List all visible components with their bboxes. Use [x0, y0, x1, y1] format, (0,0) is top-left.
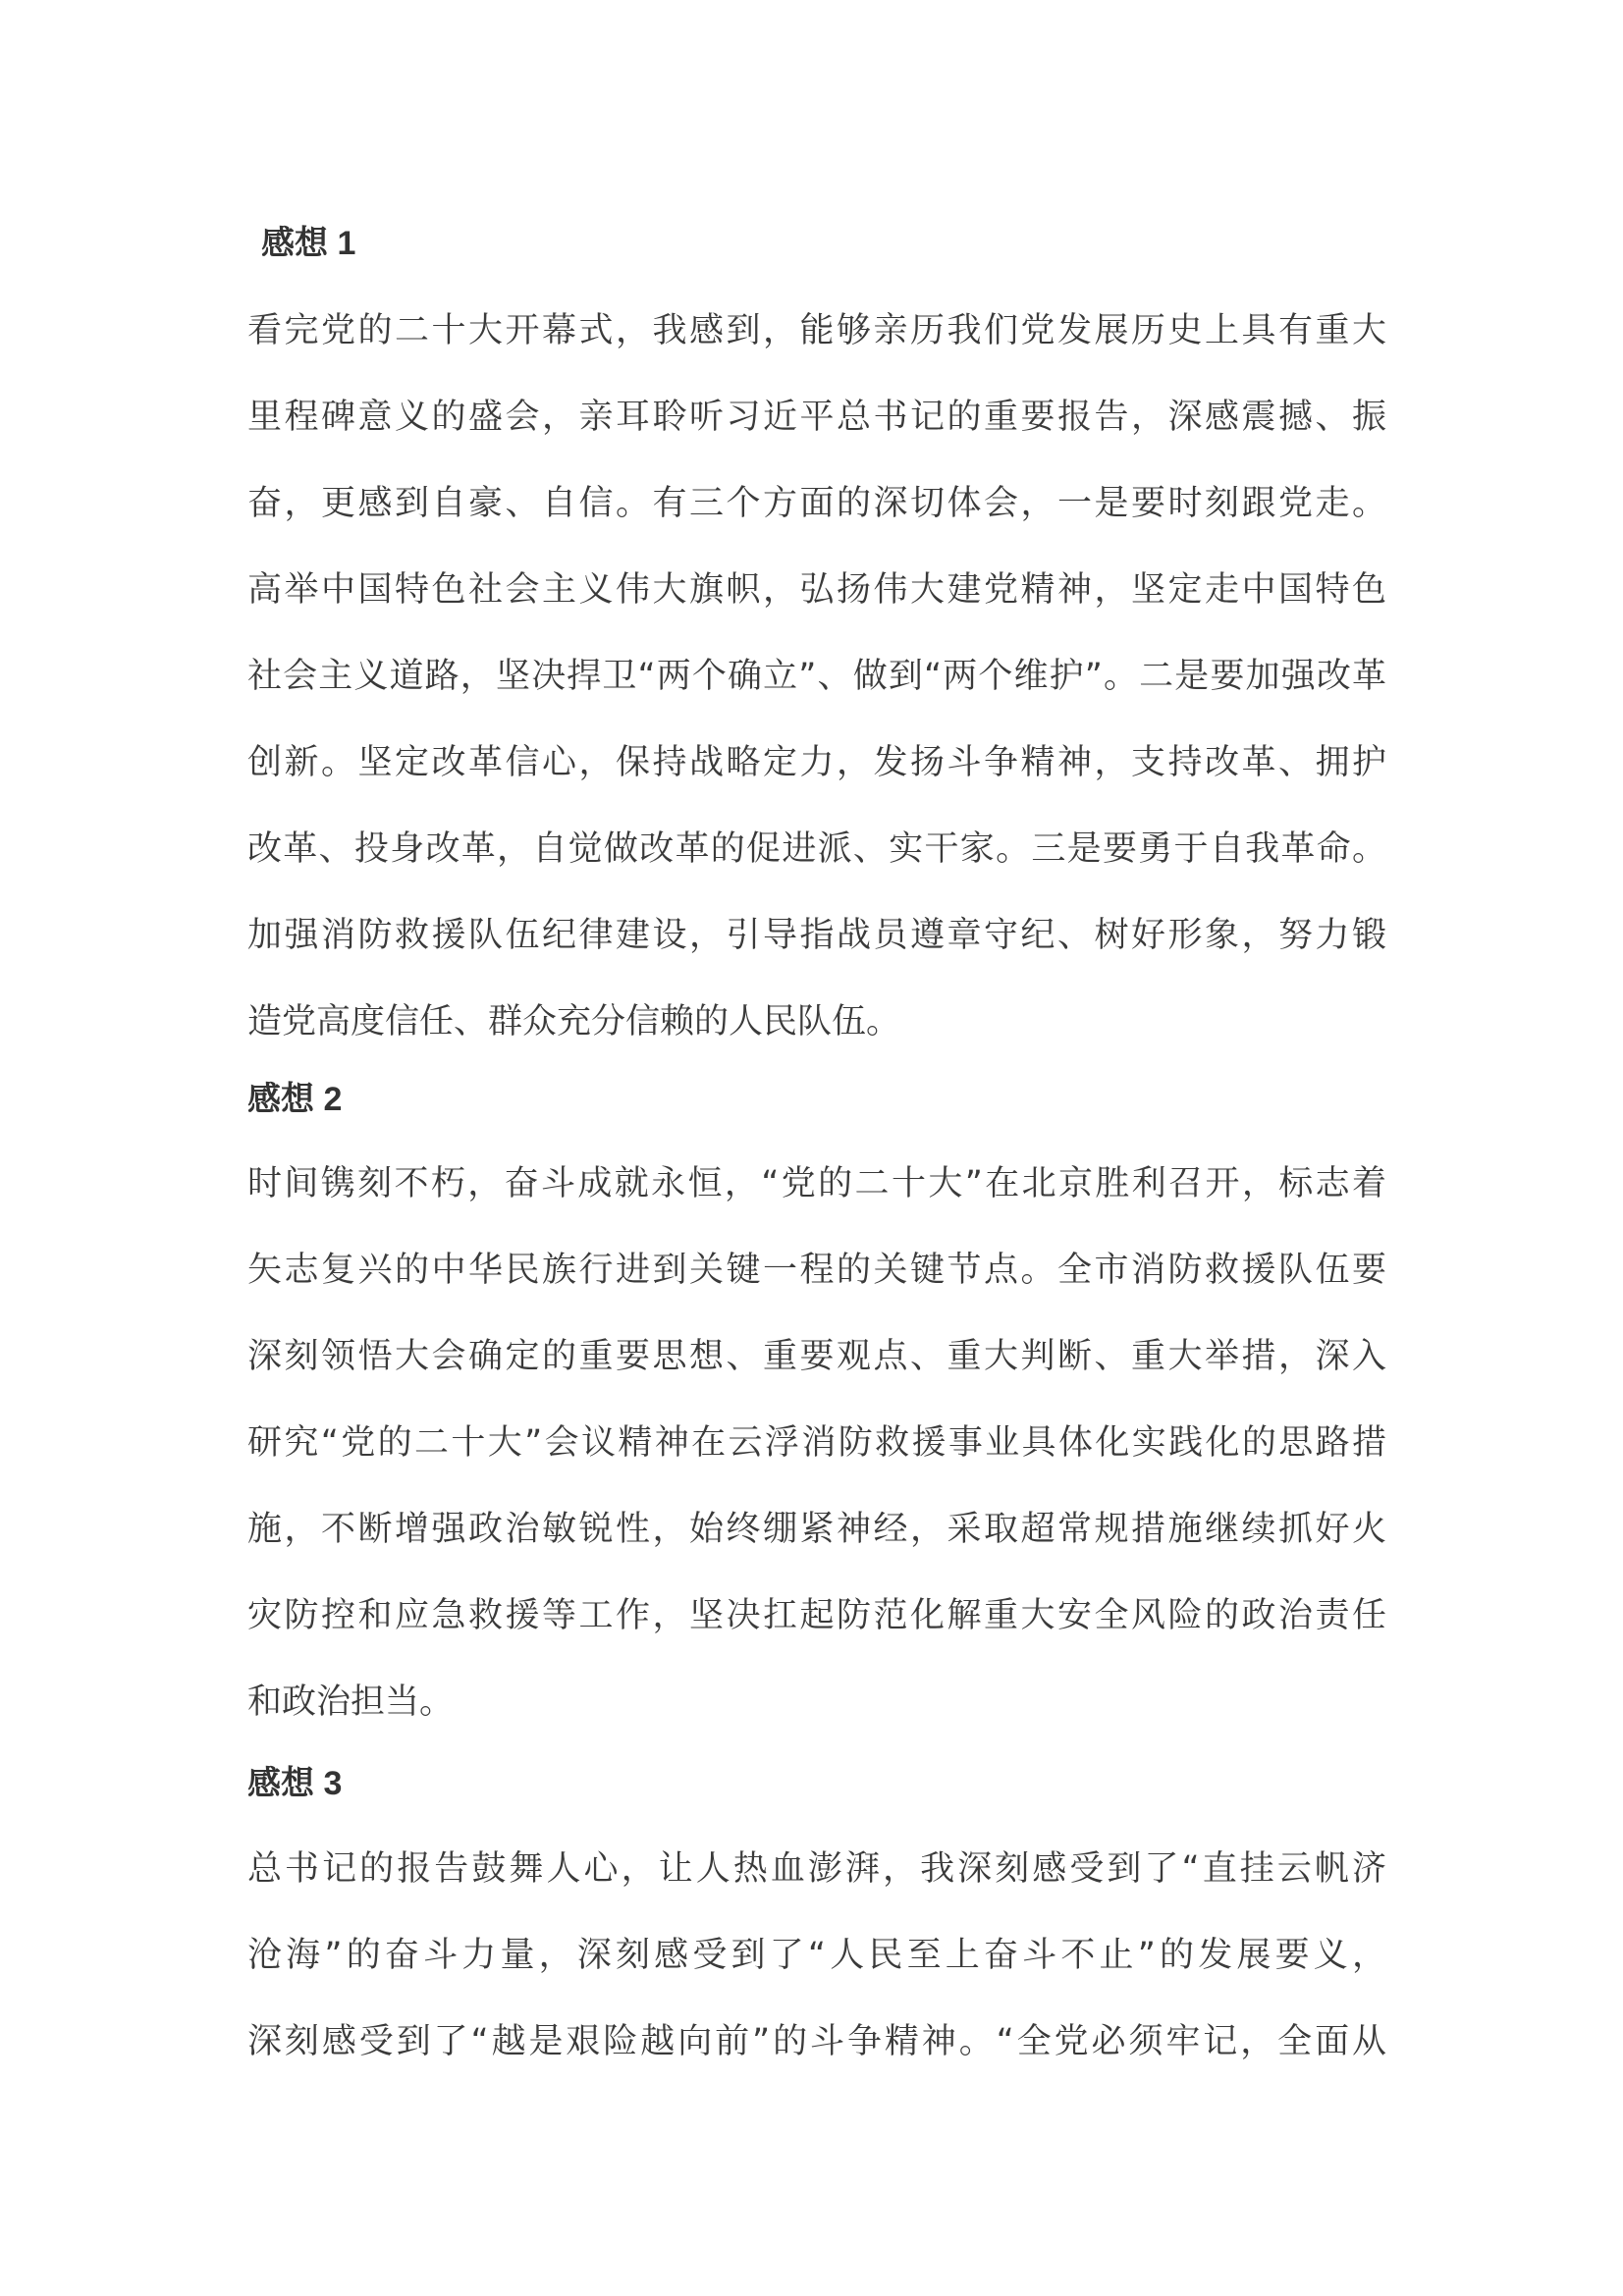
section-body-1 [247, 288, 1386, 1065]
text-line: 总书记的报告鼓舞人心，让人热血澎湃，我深刻感受到了“直挂云帆济 [247, 1849, 1386, 1889]
text-line: 深刻感受到了“越是艰险越向前”的斗争精神。“全党必须牢记，全面从 [247, 2022, 1386, 2061]
text-line: 改革、投身改革，自觉做改革的促进派、实干家。三是要勇于自我革命。 [247, 829, 1386, 869]
section-heading-2: 感想 2 [247, 1081, 343, 1118]
section-body-2 [247, 1141, 1386, 1745]
text-line: 创新。坚定改革信心，保持战略定力，发扬斗争精神，支持改革、拥护 [247, 743, 1386, 782]
text-line: 深刻领悟大会确定的重要思想、重要观点、重大判断、重大举措，深入 [247, 1337, 1386, 1376]
text-line: 里程碑意义的盛会，亲耳聆听习近平总书记的重要报告，深感震撼、振 [247, 398, 1386, 437]
text-line: 社会主义道路，坚决捍卫“两个确立”、做到“两个维护”。二是要加强改革 [247, 657, 1386, 696]
text-line: 时间镌刻不朽，奋斗成就永恒，“党的二十大”在北京胜利召开，标志着 [247, 1164, 1386, 1203]
text-line: 施，不断增强政治敏锐性，始终绷紧神经，采取超常规措施继续抓好火 [247, 1510, 1386, 1549]
text-line: 灾防控和应急救援等工作，坚决扛起防范化解重大安全风险的政治责任 [247, 1596, 1386, 1635]
text-line: 和政治担当。 [247, 1682, 455, 1722]
text-line: 看完党的二十大开幕式，我感到，能够亲历我们党发展历史上具有重大 [247, 311, 1386, 350]
text-line: 高举中国特色社会主义伟大旗帜，弘扬伟大建党精神，坚定走中国特色 [247, 570, 1386, 610]
text-line: 研究“党的二十大”会议精神在云浮消防救援事业具体化实践化的思路措 [247, 1423, 1386, 1463]
section-heading-3: 感想 3 [247, 1765, 343, 1802]
section-heading-1: 感想 1 [261, 225, 356, 262]
text-line: 造党高度信任、群众充分信赖的人民队伍。 [247, 1002, 901, 1041]
section-body-3 [247, 1826, 1386, 2085]
text-line: 奋，更感到自豪、自信。有三个方面的深切体会，一是要时刻跟党走。 [247, 484, 1386, 523]
text-line: 矢志复兴的中华民族行进到关键一程的关键节点。全市消防救援队伍要 [247, 1251, 1386, 1290]
text-line: 沧海”的奋斗力量，深刻感受到了“人民至上奋斗不止”的发展要义， [247, 1936, 1386, 1975]
text-line: 加强消防救援队伍纪律建设，引导指战员遵章守纪、树好形象，努力锻 [247, 916, 1386, 955]
